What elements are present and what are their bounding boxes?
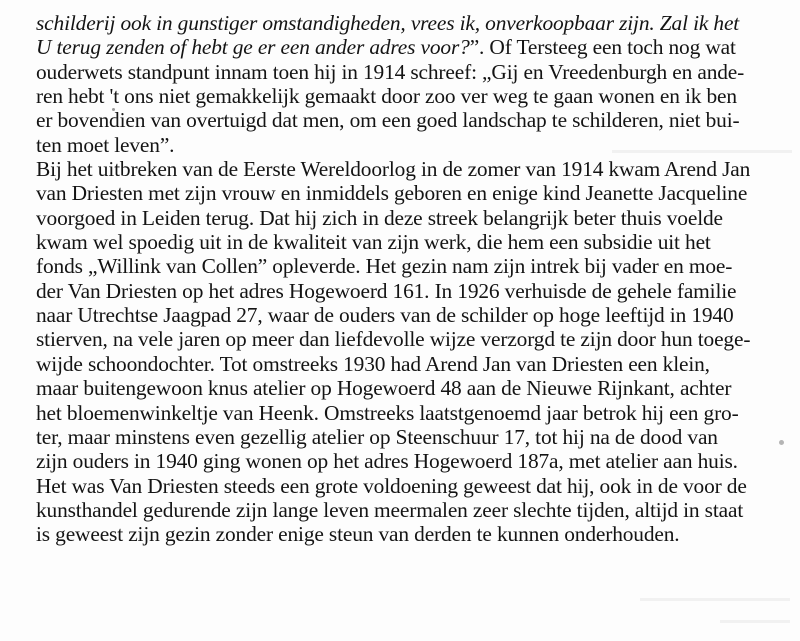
text-line: wijde schoondochter. Tot omstreeks 1930 had Arend Jan van Driesten een klein,: [36, 351, 710, 376]
text-line: voorgoed in Leiden terug. Dat hij zich in deze streek belangrijk beter thuis voelde: [36, 205, 723, 230]
text-line: ter, maar minstens even gezellig atelier op Steenschuur 17, tot hij na de dood van: [36, 424, 718, 449]
text-line: Bij het uitbreken van de Eerste Wereldoorlog in de zomer van 1914 kwam Arend Jan: [36, 157, 751, 182]
text-line: Het was Van Driesten steeds een grote voldoening geweest dat hij, ook in de voor de: [36, 473, 747, 498]
text-line: is geweest zijn gezin zonder enige steun van derden te kunnen onderhouden.: [36, 522, 680, 547]
text-line: van Driesten met zijn vrouw en inmiddels geboren en enige kind Jeanette Jacqueline: [36, 181, 748, 206]
text-run: ”. Of Tersteeg een toch nog wat: [469, 35, 736, 60]
text-line: ten moet leven”.: [36, 132, 175, 157]
text-line: stierven, na vele jaren op meer dan liefdevolle wijze verzorgd te zijn door hun toege-: [36, 327, 751, 352]
text-line: naar Utrechtse Jaagpad 27, waar de ouders van de schilder op hoge leeftijd in 1940: [36, 303, 734, 328]
text-line: ouderwets standpunt innam toen hij in 1914 schreef: „Gij en Vreedenburgh en ande-: [36, 59, 745, 84]
text-line: ren hebt 't ons niet gemakkelijk gemaakt door zoo ver weg te gaan wonen en ik ben: [36, 84, 737, 109]
text-line: zijn ouders in 1940 ging wonen op het adres Hogewoerd 187a, met atelier aan huis.: [36, 449, 738, 474]
bleed-through-mark: [640, 598, 790, 601]
text-line: kunsthandel gedurende zijn lange leven meermalen zeer slechte tijden, altijd in staat: [36, 497, 744, 522]
text-line: kwam wel spoedig uit in de kwaliteit van zijn werk, die hem een subsidie uit het: [36, 230, 711, 255]
italic-quote: U terug zenden of hebt ge er een ander adres voor?: [36, 35, 470, 60]
text-line: der Van Driesten op het adres Hogewoerd 161. In 1926 verhuisde de gehele familie: [36, 278, 737, 303]
text-line: maar buitengewoon knus atelier op Hogewoerd 48 aan de Nieuwe Rijnkant, achter: [36, 376, 732, 401]
text-line: het bloemenwinkeltje van Heenk. Omstreeks laatstgenoemd jaar betrok hij een gro-: [36, 400, 739, 425]
bleed-through-mark: [720, 620, 790, 623]
text-line: fonds „Willink van Collen” opleverde. Het gezin nam zijn intrek bij vader en moe-: [36, 254, 733, 279]
body-text: [36, 11, 786, 547]
text-line: schilderij ook in gunstiger omstandigheden, vrees ik, onverkoopbaar zijn. Zal ik het: [36, 11, 740, 35]
text-line: [36, 35, 786, 59]
text-line: er bovendien van overtuigd dat men, om een goed landschap te schilderen, niet bui-: [36, 108, 740, 133]
